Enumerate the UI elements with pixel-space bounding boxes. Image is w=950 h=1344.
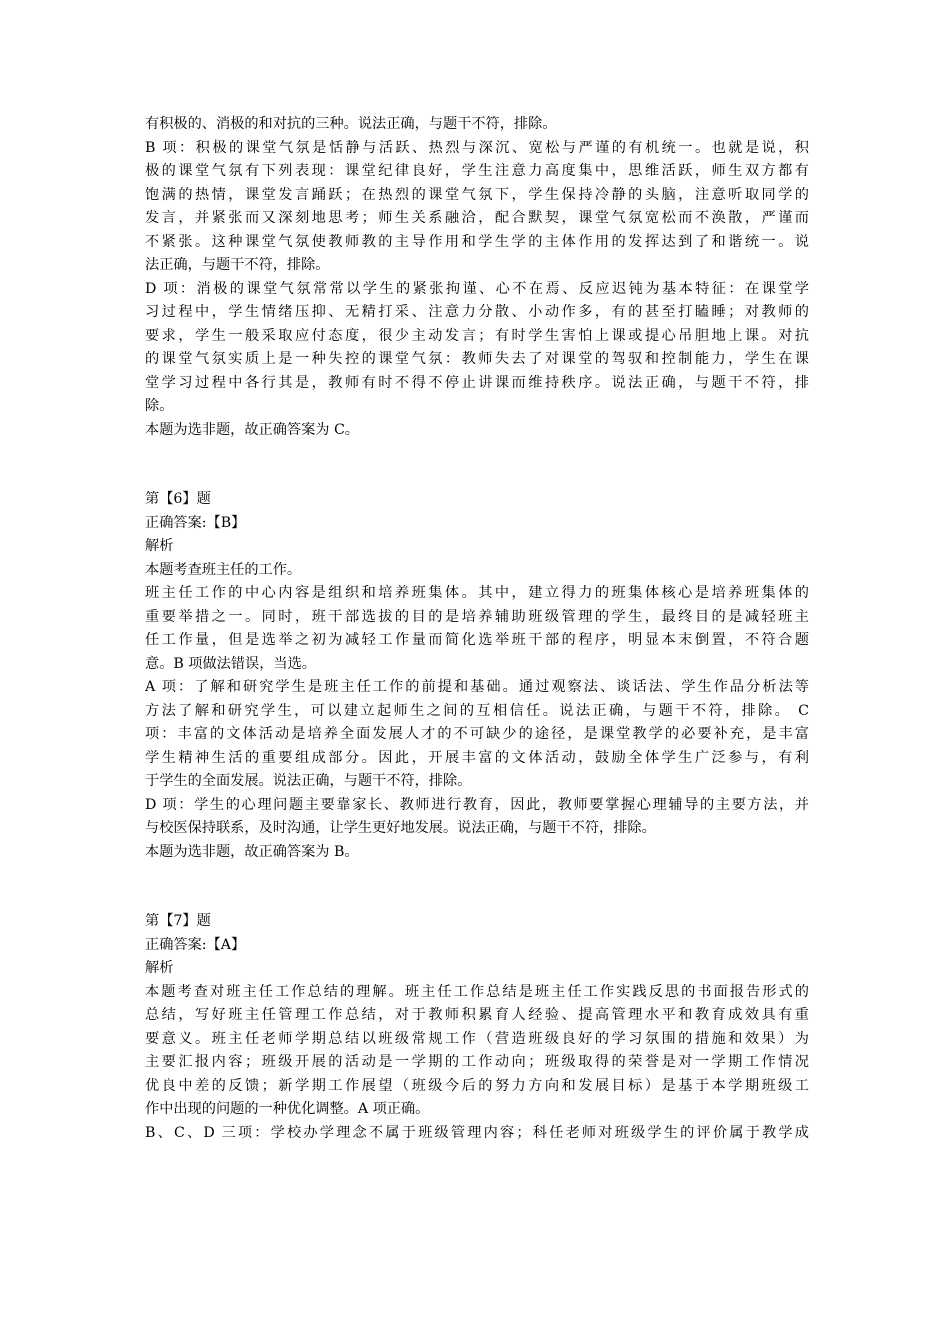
text-line: D 项：学生的心理问题主要靠家长、教师进行教育，因此，教师要掌握心理辅导的主要方法，并 [145,796,809,813]
correct-answer: 正确答案:【A】 [145,936,246,953]
text-line: 主要汇报内容；班级开展的活动是一学期的工作动向；班级取得的荣誉是对一学期工作情况 [145,1054,809,1070]
text-line: 学生精神生活的重要组成部分。因此，开展丰富的文体活动，鼓励全体学生广泛参与，有利 [145,749,809,766]
text-line: 习过程中，学生情绪压抑、无精打采、注意力分散、小动作多，有的甚至打瞌睡；对教师的 [145,304,809,320]
text-line: 本题考查班主任的工作。 [145,561,302,578]
prev-answer-section [145,113,809,442]
text-line: 项：丰富的文体活动是培养全面发展人才的不可缺少的途径，是课堂教学的必要补充，是丰富 [145,726,809,742]
conclusion-line: 本题为选非题，故正确答案为 C。 [145,421,359,438]
text-line: 发言，并紧张而又深刻地思考；师生关系融洽，配合默契，课堂气氛宽松而不涣散，严谨而 [145,210,809,226]
text-line: 作中出现的问题的一种优化调整。A 项正确。 [145,1101,430,1117]
question-6-section [145,488,809,864]
question-title: 第【6】题 [145,491,211,507]
text-line: 任工作量，但是选举之初为减轻工作量而简化选举班干部的程序，明显本末倒置，不符合题 [145,632,809,648]
text-line: 于学生的全面发展。说法正确，与题干不符，排除。 [145,773,472,789]
text-line: A 项：了解和研究学生是班主任工作的前提和基础。通过观察法、谈话法、学生作品分析法等 [145,679,809,695]
text-line: 有积极的、消极的和对抗的三种。说法正确，与题干不符，排除。 [145,116,557,132]
section-gap [145,442,809,488]
section-gap [145,864,809,910]
text-line: 重要举措之一。同时，班干部选拔的目的是培养辅助班级管理的学生，最终目的是减轻班主 [145,608,809,625]
text-line: B 项：积极的课堂气氛是恬静与活跃、热烈与深沉、宽松与严谨的有机统一。也就是说，积 [145,139,809,156]
text-line: 除。 [145,398,174,414]
text-line: B、C、D 三项：学校办学理念不属于班级管理内容；科任老师对班级学生的评价属于教学成 [145,1124,809,1141]
text-line: 饱满的热情，课堂发言踊跃；在热烈的课堂气氛下，学生保持冷静的头脑，注意听取同学的 [145,186,809,203]
text-line: 优良中差的反馈；新学期工作展望（班级今后的努力方向和发展目标）是基于本学期班级工 [145,1077,809,1094]
analysis-label: 解析 [145,960,174,976]
correct-answer: 正确答案:【B】 [145,514,246,531]
text-line: 方法了解和研究学生，可以建立起师生之间的互相信任。说法正确，与题干不符，排除。 C [145,702,809,719]
text-line: 本题考查对班主任工作总结的理解。班主任工作总结是班主任工作实践反思的书面报告形式的 [145,983,809,1000]
question-7-section [145,910,809,1145]
text-line: 要意义。班主任老师学期总结以班级常规工作（营造班级良好的学习氛围的措施和效果）为 [145,1030,809,1047]
analysis-label: 解析 [145,538,174,554]
conclusion-line: 本题为选非题，故正确答案为 B。 [145,843,359,860]
text-line: 与校医保持联系，及时沟通，让学生更好地发展。说法正确，与题干不符，排除。 [145,820,656,836]
text-line: 极的课堂气氛有下列表现：课堂纪律良好，学生注意力高度集中，思维活跃，师生双方都有 [145,163,809,179]
document-page [145,113,809,1145]
text-line: 的课堂气氛实质上是一种失控的课堂气氛：教师失去了对课堂的驾驭和控制能力，学生在课 [145,351,809,367]
text-line: 班主任工作的中心内容是组织和培养班集体。其中，建立得力的班集体核心是培养班集体的 [145,585,809,601]
text-line: 要求，学生一般采取应付态度，很少主动发言；有时学生害怕上课或提心吊胆地上课。对抗 [145,327,809,344]
text-line: 法正确，与题干不符，排除。 [145,257,330,273]
text-line: 不紧张。这种课堂气氛使教师教的主导作用和学生学的主体作用的发挥达到了和谐统一。说 [145,233,809,250]
question-title: 第【7】题 [145,913,211,929]
text-line: D 项：消极的课堂气氛常常以学生的紧张拘谨、心不在焉、反应迟钝为基本特征：在课堂学 [145,280,809,297]
text-line: 堂学习过程中各行其是，教师有时不得不停止讲课而维持秩序。说法正确，与题干不符，排 [145,374,809,391]
text-line: 意。B 项做法错误，当选。 [145,655,316,672]
text-line: 总结，写好班主任管理工作总结，对于教师积累育人经验、提高管理水平和教育成效具有重 [145,1007,809,1023]
